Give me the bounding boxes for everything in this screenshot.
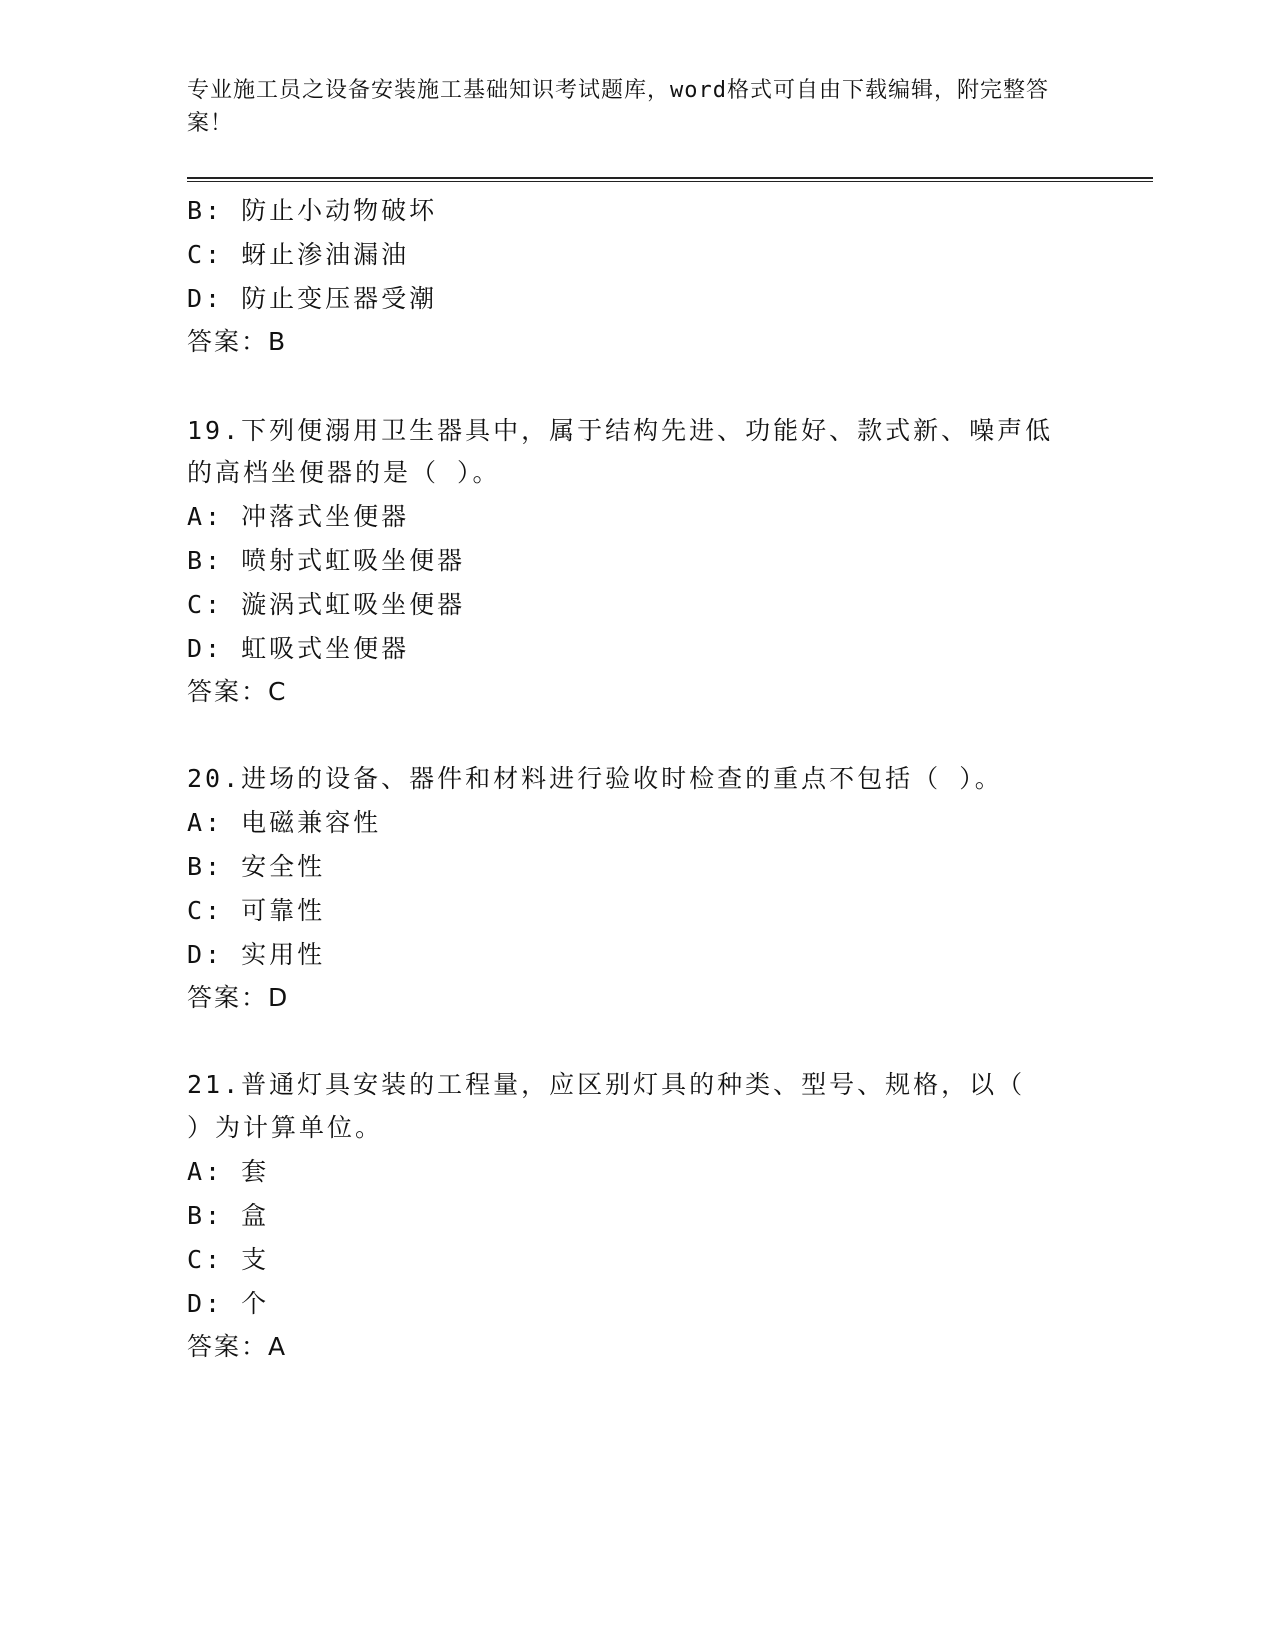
- option-c: C: 蚜止渗油漏油: [187, 240, 410, 269]
- question-19-stem-cont: 的高档坐便器的是（ ）。: [187, 458, 501, 487]
- option-d: D: 个: [187, 1289, 270, 1318]
- document-header: 专业施工员之设备安装施工基础知识考试题库，word格式可自由下载编辑，附完整答案！: [187, 78, 1049, 136]
- option-c: C: 漩涡式虹吸坐便器: [187, 590, 466, 619]
- answer-line: 答案：D: [187, 983, 290, 1012]
- option-c: C: 支: [187, 1245, 270, 1274]
- question-19-stem: 19.下列便溺用卫生器具中，属于结构先进、功能好、款式新、噪声低: [187, 416, 1054, 445]
- option-d: D: 防止变压器受潮: [187, 284, 438, 313]
- question-21-stem: 21.普通灯具安装的工程量，应区别灯具的种类、型号、规格，以（: [187, 1070, 1026, 1099]
- option-b: B: 防止小动物破坏: [187, 196, 438, 225]
- option-b: B: 喷射式虹吸坐便器: [187, 546, 466, 575]
- option-a: A: 冲落式坐便器: [187, 502, 410, 531]
- option-b: B: 盒: [187, 1201, 270, 1230]
- header-divider: [187, 177, 1153, 182]
- answer-line: 答案：B: [187, 327, 288, 356]
- answer-line: 答案：A: [187, 1332, 288, 1361]
- option-a: A: 套: [187, 1157, 270, 1186]
- option-d: D: 实用性: [187, 940, 326, 969]
- question-21-stem-cont: ）为计算单位。: [187, 1113, 384, 1142]
- option-d: D: 虹吸式坐便器: [187, 634, 410, 663]
- question-20-stem: 20.进场的设备、器件和材料进行验收时检查的重点不包括（ ）。: [187, 764, 1003, 793]
- option-c: C: 可靠性: [187, 896, 326, 925]
- option-a: A: 电磁兼容性: [187, 808, 382, 837]
- option-b: B: 安全性: [187, 852, 326, 881]
- answer-line: 答案：C: [187, 677, 288, 706]
